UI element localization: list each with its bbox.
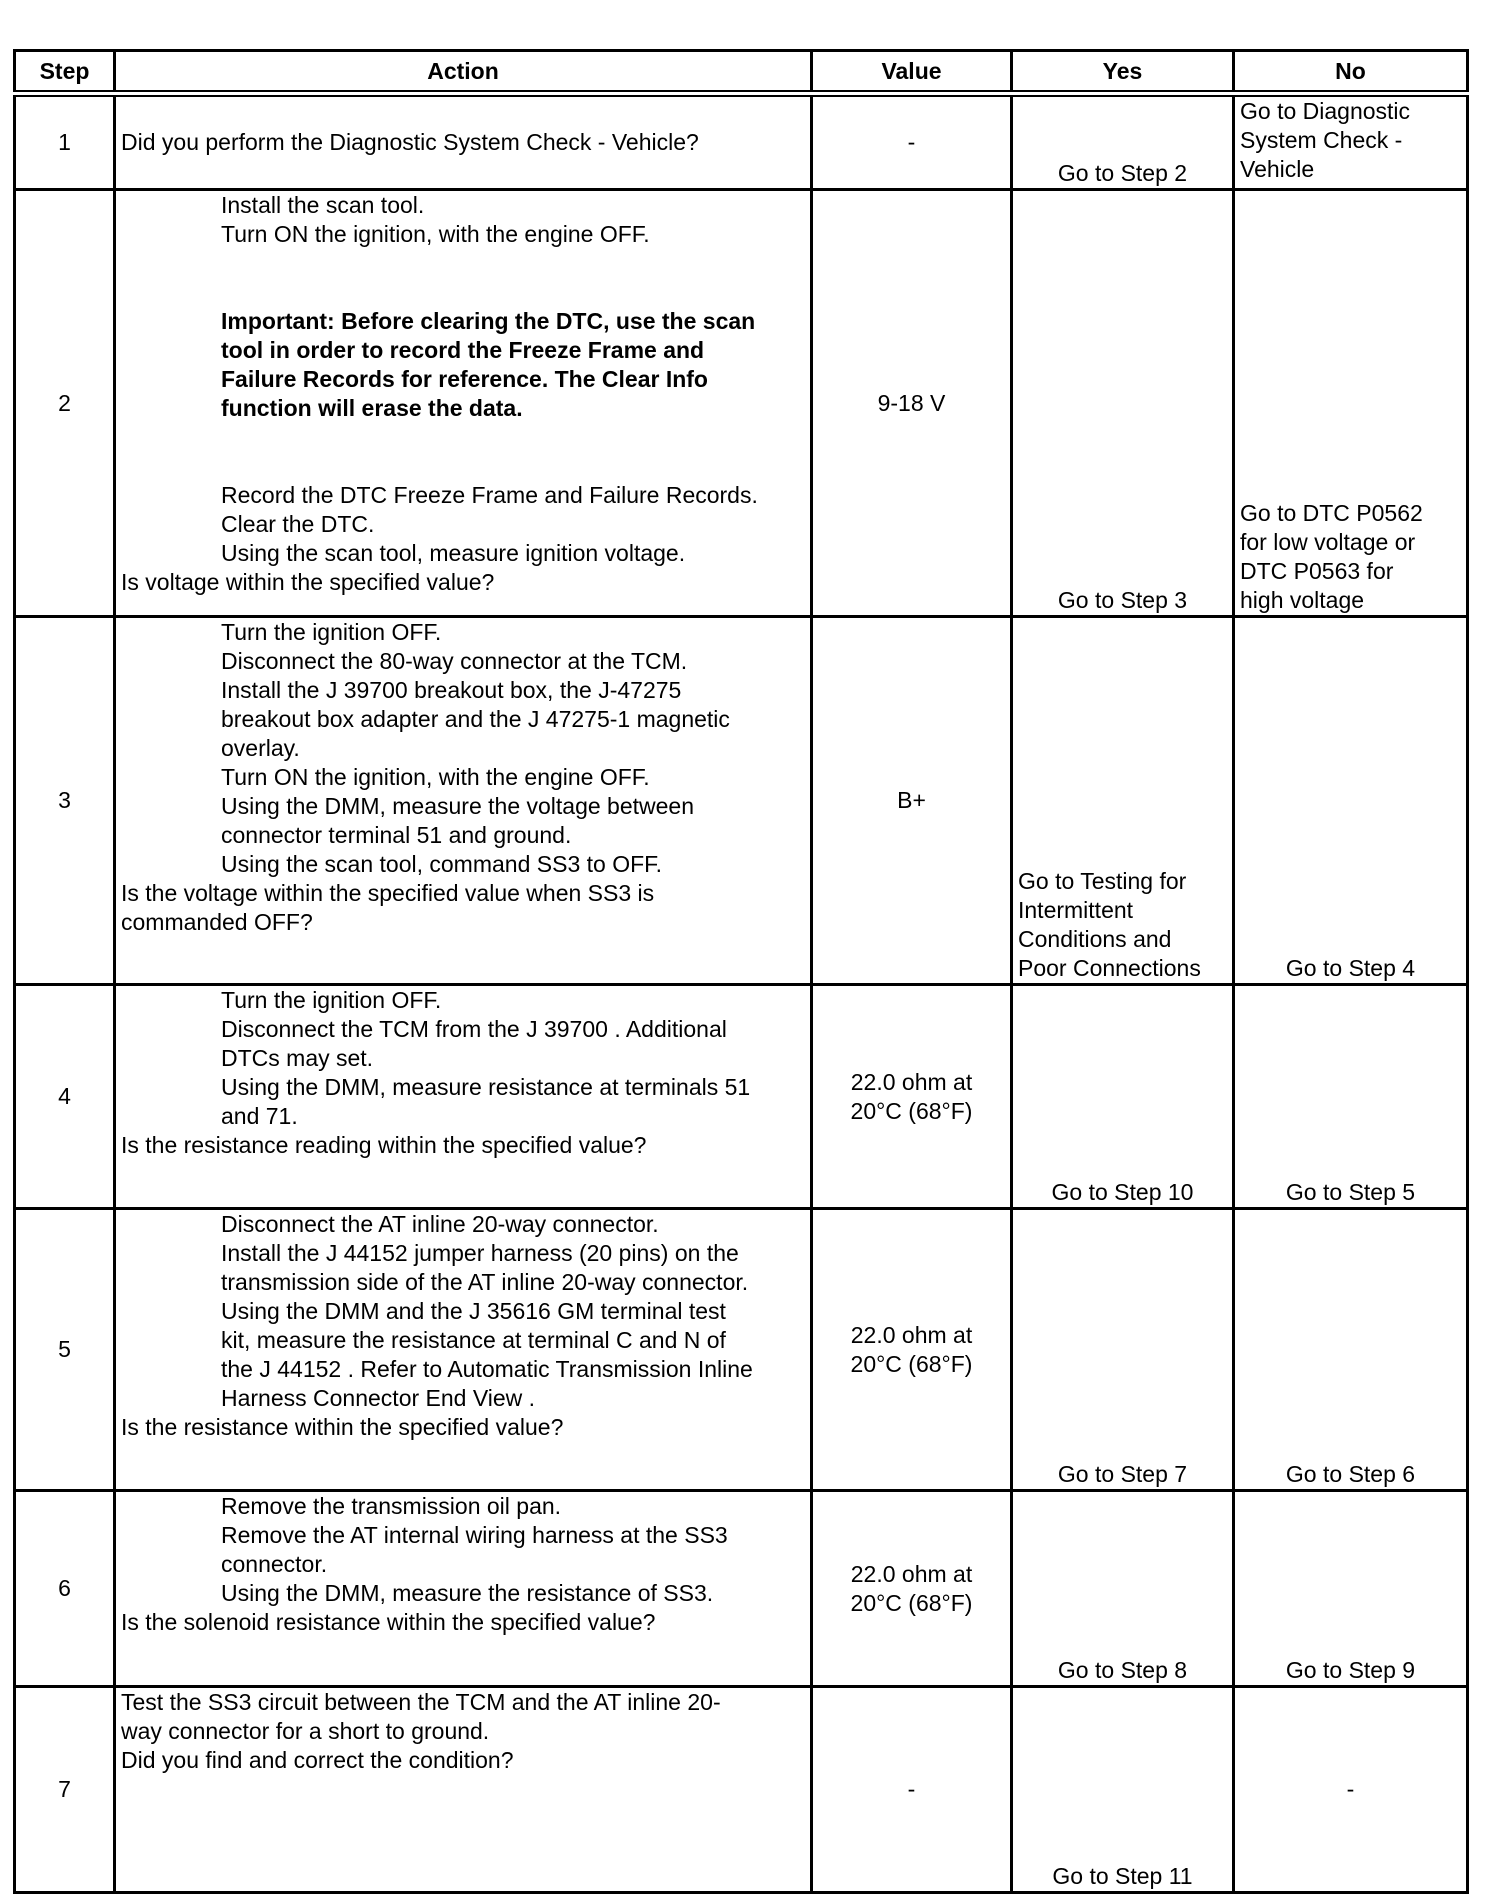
action-cell (115, 985, 812, 1209)
action-line: transmission side of the AT inline 20-way connector. (221, 1269, 749, 1295)
spec-value (812, 985, 1012, 1209)
action-line: Test the SS3 circuit between the TCM and the AT inline 20- (121, 1689, 721, 1715)
action-question: Is the voltage within the specified value when SS3 is (121, 880, 655, 906)
yes-action: Go to Step 2 (1012, 94, 1234, 190)
action-line: connector terminal 51 and ground. (221, 822, 572, 848)
important-note: tool in order to record the Freeze Frame and (221, 337, 705, 363)
yes-action: Go to Step 7 (1012, 1209, 1234, 1491)
action-cell (115, 617, 812, 985)
step-number: 7 (15, 1687, 115, 1893)
spec-value: B+ (812, 617, 1012, 985)
table-row (15, 1209, 1468, 1491)
action-question: Is the solenoid resistance within the specified value? (121, 1609, 656, 1635)
header-step: Step (15, 51, 115, 94)
header-value: Value (812, 51, 1012, 94)
action-line: Install the J 39700 breakout box, the J-47275 (221, 677, 682, 703)
action-line: Disconnect the TCM from the J 39700 . Additional (221, 1016, 727, 1042)
action-question: Did you perform the Diagnostic System Check - Vehicle? (115, 94, 812, 190)
important-note: Failure Records for reference. The Clear Info (221, 366, 708, 392)
action-line: Using the DMM, measure the resistance of SS3. (221, 1580, 714, 1606)
action-line: the J 44152 . Refer to Automatic Transmission Inline (221, 1356, 753, 1382)
action-question: Did you find and correct the condition? (121, 1747, 514, 1773)
action-line: connector. (221, 1551, 328, 1577)
action-line: way connector for a short to ground. (121, 1718, 490, 1744)
table-row (15, 1491, 1468, 1687)
yes-line: Poor Connections (1018, 955, 1201, 981)
spec-value: 9-18 V (812, 190, 1012, 617)
action-line: Turn ON the ignition, with the engine OFF. (221, 221, 650, 247)
action-line: Disconnect the 80-way connector at the TCM. (221, 648, 688, 674)
action-question: Is the resistance reading within the specified value? (121, 1132, 647, 1158)
action-line: Turn the ignition OFF. (221, 987, 442, 1013)
action-line: overlay. (221, 735, 300, 761)
yes-action (1012, 617, 1234, 985)
no-line: Go to DTC P0562 (1240, 500, 1423, 526)
action-line: Using the DMM, measure the voltage between (221, 793, 695, 819)
no-action (1234, 94, 1468, 190)
action-line: Using the scan tool, measure ignition voltage. (221, 540, 686, 566)
action-line: kit, measure the resistance at terminal C and N of (221, 1327, 726, 1353)
action-cell (115, 1491, 812, 1687)
spec-value (812, 1209, 1012, 1491)
step-number: 2 (15, 190, 115, 617)
action-line: Record the DTC Freeze Frame and Failure Records. (221, 482, 758, 508)
action-line: Harness Connector End View . (221, 1385, 536, 1411)
yes-line: Intermittent (1018, 897, 1134, 923)
no-action: Go to Step 4 (1234, 617, 1468, 985)
action-cell (115, 1209, 812, 1491)
action-cell (115, 190, 812, 617)
table-row (15, 1687, 1468, 1893)
action-line: Disconnect the AT inline 20-way connector. (221, 1211, 659, 1237)
table-row (15, 94, 1468, 190)
action-question: Is the resistance within the specified value? (121, 1414, 564, 1440)
action-line: Using the DMM, measure resistance at terminals 51 (221, 1074, 751, 1100)
table-row (15, 985, 1468, 1209)
action-line: Using the DMM and the J 35616 GM terminal test (221, 1298, 726, 1324)
step-number: 3 (15, 617, 115, 985)
action-line: Turn the ignition OFF. (221, 619, 442, 645)
action-line: Install the scan tool. (221, 192, 425, 218)
yes-action: Go to Step 10 (1012, 985, 1234, 1209)
no-line: high voltage (1240, 587, 1365, 613)
no-line: System Check - (1240, 127, 1403, 153)
action-line: Using the scan tool, command SS3 to OFF. (221, 851, 663, 877)
action-line: Install the J 44152 jumper harness (20 pins) on the (221, 1240, 739, 1266)
no-line: for low voltage or (1240, 529, 1416, 555)
spec-value (812, 1491, 1012, 1687)
no-line: Go to Diagnostic (1240, 98, 1411, 124)
action-line: breakout box adapter and the J 47275-1 magnetic (221, 706, 730, 732)
action-question: commanded OFF? (121, 909, 313, 935)
action-line: and 71. (221, 1103, 298, 1129)
value-line: 20°C (68°F) (850, 1350, 973, 1377)
action-cell (115, 1687, 812, 1893)
header-action: Action (115, 51, 812, 94)
value-line: 22.0 ohm at (850, 1560, 973, 1587)
yes-line: Conditions and (1018, 926, 1172, 952)
no-action (1234, 190, 1468, 617)
spec-value: - (812, 94, 1012, 190)
step-number: 5 (15, 1209, 115, 1491)
header-row (15, 51, 1468, 94)
no-action: Go to Step 6 (1234, 1209, 1468, 1491)
header-no: No (1234, 51, 1468, 94)
value-line: 20°C (68°F) (850, 1589, 973, 1616)
value-line: 22.0 ohm at (850, 1068, 973, 1095)
table-row (15, 190, 1468, 617)
action-line: Remove the AT internal wiring harness at the SS3 (221, 1522, 728, 1548)
spec-value: - (812, 1687, 1012, 1893)
diagnostic-table (13, 49, 1469, 1894)
yes-line: Go to Testing for (1018, 868, 1187, 894)
value-line: 20°C (68°F) (850, 1097, 973, 1124)
header-yes: Yes (1012, 51, 1234, 94)
value-line: 22.0 ohm at (850, 1321, 973, 1348)
yes-action: Go to Step 8 (1012, 1491, 1234, 1687)
no-line: DTC P0563 for (1240, 558, 1394, 584)
action-line: Clear the DTC. (221, 511, 375, 537)
no-action: - (1234, 1687, 1468, 1893)
action-line: DTCs may set. (221, 1045, 374, 1071)
yes-action: Go to Step 3 (1012, 190, 1234, 617)
action-question: Is voltage within the specified value? (121, 569, 495, 595)
step-number: 1 (15, 94, 115, 190)
important-note: function will erase the data. (221, 395, 523, 421)
no-action: Go to Step 9 (1234, 1491, 1468, 1687)
action-line: Remove the transmission oil pan. (221, 1493, 562, 1519)
no-action: Go to Step 5 (1234, 985, 1468, 1209)
action-line: Turn ON the ignition, with the engine OFF. (221, 764, 650, 790)
important-note: Important: Before clearing the DTC, use the scan (221, 308, 756, 334)
step-number: 6 (15, 1491, 115, 1687)
yes-action: Go to Step 11 (1012, 1687, 1234, 1893)
table-row (15, 617, 1468, 985)
step-number: 4 (15, 985, 115, 1209)
no-line: Vehicle (1240, 156, 1315, 182)
